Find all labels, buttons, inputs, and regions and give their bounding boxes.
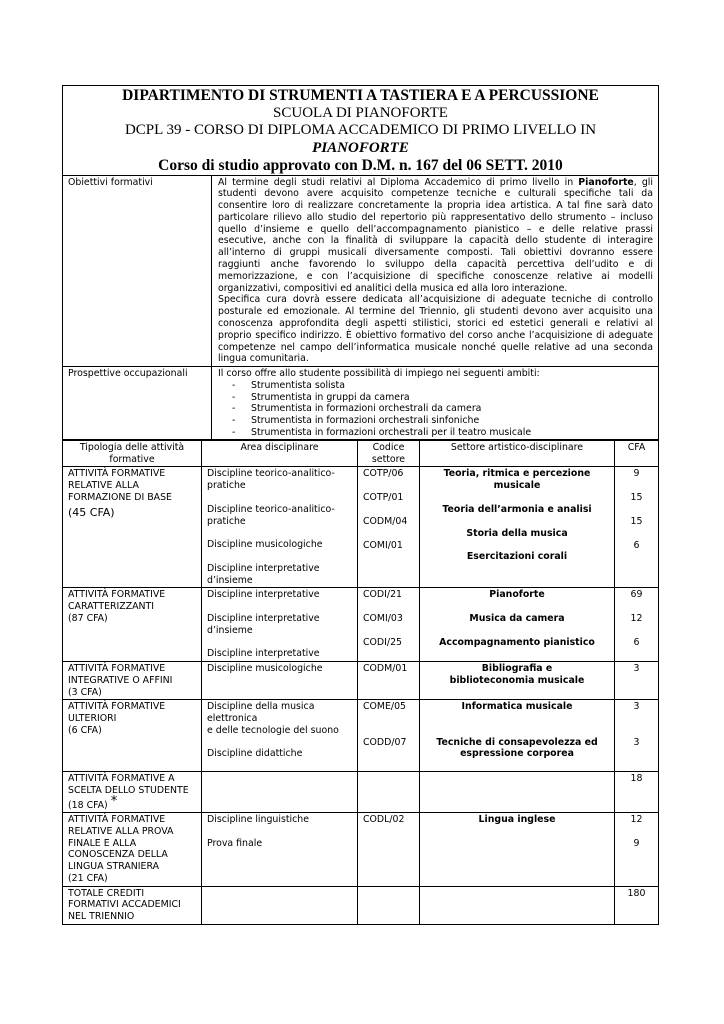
group-type-line: (6 CFA) <box>68 724 102 736</box>
list-item: - Strumentista in formazioni orchestrali da camera <box>232 403 653 415</box>
area-text: Discipline interpretative d’insieme <box>207 613 320 636</box>
code-text: CODI/21 <box>363 589 402 601</box>
group-type-line: FORMAZIONE DI BASE <box>68 491 172 503</box>
group-type-line: ATTIVITÀ FORMATIVE <box>68 589 166 601</box>
sector-text: Bibliografia e <box>481 663 553 675</box>
sector-text: Lingua inglese <box>478 814 556 826</box>
group-type-cell <box>63 813 202 886</box>
group-type-line: CARATTERIZZANTI <box>68 601 155 613</box>
code-cell <box>358 772 420 813</box>
cfa-cell <box>615 772 659 813</box>
area-text: e delle tecnologie del suono <box>207 724 339 736</box>
objectives-row <box>63 175 659 367</box>
table-row-total <box>63 886 659 924</box>
group-type-line: CONOSCENZA DELLA <box>68 849 168 861</box>
asterisk-mark: * <box>110 793 118 809</box>
group-type-cell <box>63 588 202 662</box>
code-text: CODM/01 <box>363 663 408 675</box>
sector-text: biblioteconomia musicale <box>449 674 585 686</box>
code-cell <box>358 588 420 662</box>
table-row <box>63 588 659 662</box>
group-type-line: (21 CFA) <box>68 872 108 884</box>
group-type-line: INTEGRATIVE O AFFINI <box>68 674 173 686</box>
group-type-line: ATTIVITÀ FORMATIVE <box>68 701 166 713</box>
objectives-paragraph-2: Specifica cura dovrà essere dedicata all’acquisizione di adeguate tecniche di controllo posturale ed emozionale. Al termine del Triennio, gli studenti devono aver acquisito una conoscenza approfondita degli aspetti stilistici, storici ed estetici generali e relativi al proprio specifico indirizzo. È obiettivo formativo del corso anche l’acquisizione di adeguate competenze nel campo dell’informatica musicale nonché quelle relative ad una seconda lingua comunitaria. <box>218 294 653 365</box>
sector-cell <box>420 588 615 662</box>
table-row <box>63 662 659 700</box>
sector-text: Teoria dell’armonia e analisi <box>442 503 592 515</box>
instrument-title: PIANOFORTE <box>312 139 409 156</box>
cfa-value: 3 <box>633 663 640 675</box>
group-type-line: (3 CFA) <box>68 686 102 698</box>
sector-text: Teoria, ritmica e percezione musicale <box>443 468 591 492</box>
school-title: SCUOLA DI PIANOFORTE <box>273 104 448 121</box>
group-type-cell <box>63 467 202 588</box>
course-header-row <box>63 86 659 176</box>
cfa-cell <box>615 700 659 772</box>
sector-text: Storia della musica <box>466 527 568 539</box>
sector-cell <box>420 886 615 924</box>
code-cell <box>358 700 420 772</box>
objectives-text-part: Al termine degli studi relativi al Diploma Accademico di primo livello in <box>218 176 579 188</box>
area-text: Discipline musicologiche <box>207 539 323 551</box>
header-cfa: CFA <box>615 440 659 467</box>
header-codice: Codice settore <box>358 440 420 467</box>
code-cell <box>358 886 420 924</box>
cfa-cell <box>615 662 659 700</box>
prospects-label: Prospettive occupazionali <box>63 367 212 440</box>
group-type-line: ATTIVITÀ FORMATIVE <box>68 468 166 480</box>
prospects-row <box>63 367 659 440</box>
objectives-label: Obiettivi formativi <box>63 175 212 367</box>
area-cell <box>202 467 358 588</box>
code-cell <box>358 467 420 588</box>
cfa-cell <box>615 588 659 662</box>
group-cfa-note: (45 CFA) <box>68 505 115 519</box>
table-row <box>63 813 659 886</box>
group-type-cell <box>63 772 202 813</box>
sector-text: espressione corporea <box>460 748 574 760</box>
area-text: Discipline teorico-analitico-pratiche <box>207 468 335 492</box>
area-cell <box>202 813 358 886</box>
cfa-value: 15 <box>630 515 643 527</box>
code-cell <box>358 813 420 886</box>
table-row <box>63 700 659 772</box>
sector-text: Musica da camera <box>469 613 565 625</box>
sector-cell <box>420 700 615 772</box>
prospects-intro: Il corso offre allo studente possibilità di impiego nei seguenti ambiti: <box>218 368 540 380</box>
group-type-line: LINGUA STRANIERA <box>68 861 159 873</box>
cfa-value: 18 <box>630 773 643 785</box>
table-header-row <box>63 440 659 467</box>
code-text: COTP/01 <box>363 492 404 504</box>
cfa-value: 12 <box>630 814 643 826</box>
objectives-instrument-bold: Pianoforte <box>578 176 634 188</box>
group-type-line: (87 CFA) <box>68 612 108 624</box>
group-cfa-note: (18 CFA) <box>68 799 108 811</box>
area-text: Discipline didattiche <box>207 748 303 760</box>
group-type-line: SCELTA DELLO STUDENTE <box>68 784 189 796</box>
cfa-cell <box>615 813 659 886</box>
cfa-value: 3 <box>633 736 640 748</box>
area-text: Discipline interpretative d’insieme <box>207 562 320 586</box>
group-type-line: ATTIVITÀ FORMATIVE <box>68 663 166 675</box>
credits-table <box>62 439 659 925</box>
department-title: DIPARTIMENTO DI STRUMENTI A TASTIERA E A PERCUSSIONE <box>122 87 599 104</box>
cfa-cell <box>615 467 659 588</box>
area-cell <box>202 772 358 813</box>
area-text: Discipline musicologiche <box>207 663 323 675</box>
area-text: Discipline interpretative <box>207 648 320 660</box>
cfa-total-value: 180 <box>627 887 646 899</box>
code-text: COMI/03 <box>363 613 403 625</box>
table-row <box>63 772 659 813</box>
course-header-cell <box>63 86 659 176</box>
code-text: COMI/01 <box>363 539 403 551</box>
group-type-line: FORMATIVI ACCADEMICI <box>68 899 181 911</box>
code-text: COTP/06 <box>363 468 404 480</box>
sector-cell <box>420 662 615 700</box>
area-text: Discipline linguistiche <box>207 814 309 826</box>
code-text: CODM/04 <box>363 515 408 527</box>
total-cfa-cell <box>615 886 659 924</box>
cfa-value: 9 <box>633 468 640 480</box>
objectives-paragraph-1 <box>218 177 653 295</box>
sector-text: Accompagnamento pianistico <box>439 636 595 648</box>
code-text: CODD/07 <box>363 736 407 748</box>
cfa-value: 9 <box>633 838 640 850</box>
sector-cell <box>420 772 615 813</box>
area-cell <box>202 886 358 924</box>
group-type-cell <box>63 662 202 700</box>
group-type-line: ULTERIORI <box>68 712 117 724</box>
approval-line: Corso di studio approvato con D.M. n. 167 del 06 SETT. 2010 <box>158 157 563 174</box>
sector-text: Esercitazioni corali <box>466 551 568 563</box>
area-text: Discipline teorico-analitico-pratiche <box>207 503 335 527</box>
area-cell <box>202 662 358 700</box>
course-info-table <box>62 85 659 441</box>
list-item: - Strumentista in formazioni orchestrali per il teatro musicale <box>232 427 653 439</box>
cfa-value: 3 <box>633 701 640 713</box>
sector-cell <box>420 813 615 886</box>
group-type-line: RELATIVE ALLA PROVA <box>68 826 174 838</box>
table-row <box>63 467 659 588</box>
objectives-text-part: , gli studenti devono avere acquisito competenze tecniche e culturali specifiche tali da consentire loro di realizzare concretamente la propria idea artistica. A tal fine sarà dato particolare rilievo allo studio del repertorio più rappresentativo dello strumento – incluso quello d’insieme e quello dell’accompagnamento pianistico – e delle relative prassi esecutive, anche con la finalità di sviluppare la capacità dello studente di interagire all’interno di gruppi musicali diversamente composti. Tali obiettivi dovranno essere raggiunti anche favorendo lo sviluppo della capacità percettiva dell’udito e di memorizzazione, e con l’acquisizione di specifiche conoscenze relative ai modelli organizzativi, compositivi ed analitici della musica ed alla loro interazione. <box>218 176 653 294</box>
header-tipologia: Tipologia delle attività formative <box>63 440 202 467</box>
group-type-line: RELATIVE ALLA <box>68 480 139 492</box>
header-area: Area disciplinare <box>202 440 358 467</box>
sector-text: Tecniche di consapevolezza ed <box>436 736 598 748</box>
cfa-value: 6 <box>633 636 640 648</box>
list-item: - Strumentista in gruppi da camera <box>232 392 653 404</box>
sector-cell <box>420 467 615 588</box>
area-cell <box>202 588 358 662</box>
prospects-text <box>212 367 659 440</box>
group-type-line: ATTIVITÀ FORMATIVE <box>68 814 166 826</box>
group-type-line: FINALE E ALLA <box>68 837 137 849</box>
code-cell <box>358 662 420 700</box>
cfa-value: 15 <box>630 492 643 504</box>
objectives-text <box>212 175 659 367</box>
group-type-line: TOTALE CREDITI <box>68 887 145 899</box>
prospects-list <box>218 380 653 439</box>
header-settore: Settore artistico-disciplinare <box>420 440 615 467</box>
area-text: Discipline della musica elettronica <box>207 701 315 724</box>
sector-text: Informatica musicale <box>461 701 573 713</box>
code-text: COME/05 <box>363 701 407 713</box>
area-text: Prova finale <box>207 838 263 850</box>
code-text: CODL/02 <box>363 814 405 826</box>
total-label-cell <box>63 886 202 924</box>
group-type-line: NEL TRIENNIO <box>68 910 135 922</box>
sector-text: Pianoforte <box>489 589 545 601</box>
list-item: - Strumentista solista <box>232 380 653 392</box>
area-text: Discipline interpretative <box>207 589 320 601</box>
list-item: - Strumentista in formazioni orchestrali sinfoniche <box>232 415 653 427</box>
cfa-value: 69 <box>630 589 643 601</box>
code-text: CODI/25 <box>363 636 402 648</box>
course-title: DCPL 39 - CORSO DI DIPLOMA ACCADEMICO DI PRIMO LIVELLO IN <box>124 122 597 138</box>
cfa-value: 12 <box>630 613 643 625</box>
group-type-cell <box>63 700 202 772</box>
cfa-value: 6 <box>633 539 640 551</box>
area-cell <box>202 700 358 772</box>
group-type-line: ATTIVITÀ FORMATIVE A <box>68 773 175 785</box>
